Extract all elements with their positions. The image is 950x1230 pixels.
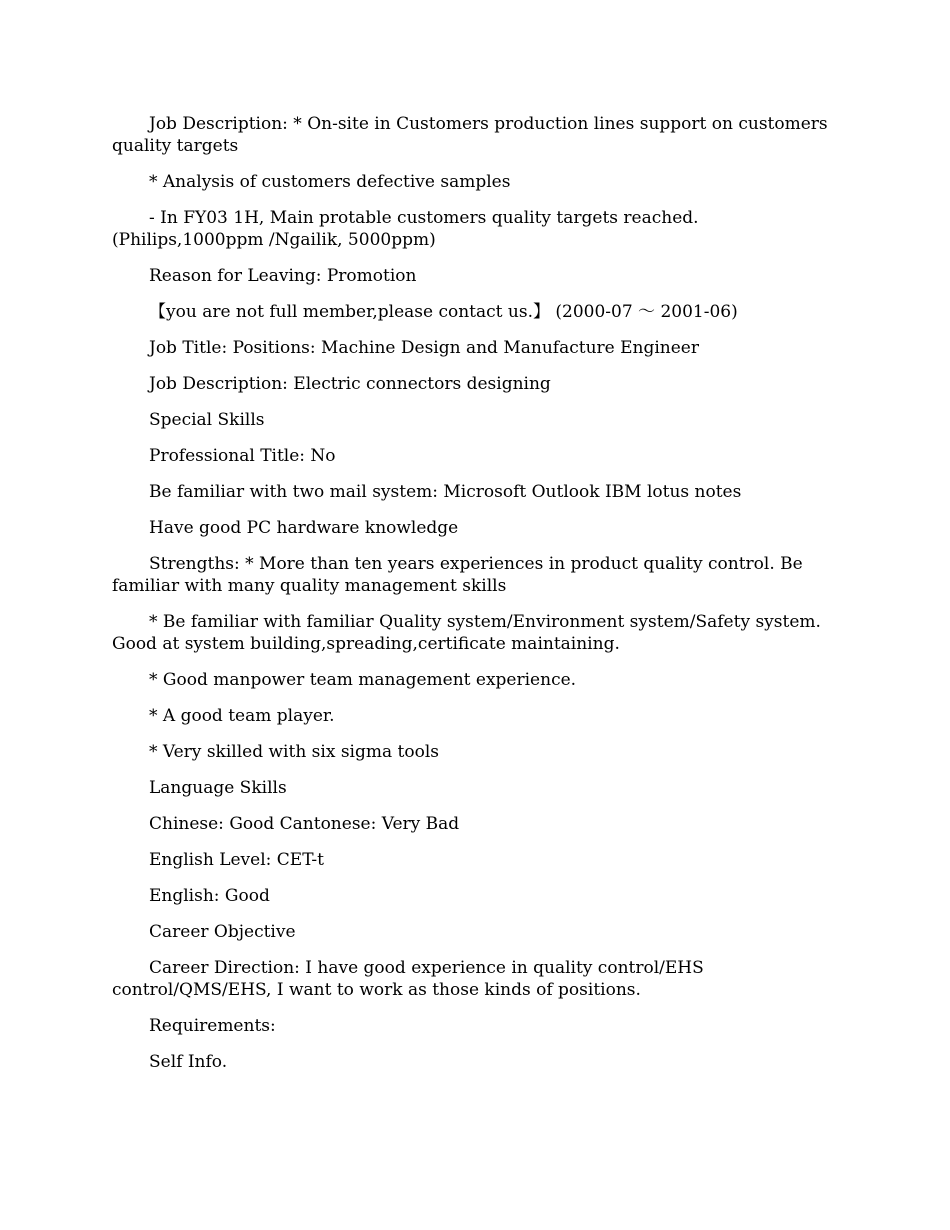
paragraph-job-description-onsite: Job Description: * On-site in Customers production lines support on customers quality targets [112, 114, 828, 156]
paragraph-english-level: English Level: CET-t [149, 850, 324, 870]
paragraph-quality-targets: - In FY03 1H, Main protable customers quality targets reached.(Philips,1000ppm /Ngailik, 5000ppm) [112, 208, 699, 250]
paragraph-self-info: Self Info. [149, 1052, 228, 1072]
paragraph-pc-hardware: Have good PC hardware knowledge [149, 518, 459, 538]
paragraph-mail-system: Be familiar with two mail system: Microsoft Outlook IBM lotus notes [149, 482, 742, 502]
paragraph-strengths: Strengths: * More than ten years experiences in product quality control. Be familiar with many quality management skills [112, 554, 803, 596]
paragraph-english: English: Good [149, 886, 270, 906]
paragraph-chinese-cantonese: Chinese: Good Cantonese: Very Bad [149, 814, 460, 834]
paragraph-job-title: Job Title: Positions: Machine Design and Manufacture Engineer [149, 338, 699, 358]
paragraph-six-sigma: * Very skilled with six sigma tools [149, 742, 439, 762]
document-body [112, 113, 834, 1087]
paragraph-member-notice: 【you are not full member,please contact us.】 (2000-07 ～ 2001-06) [149, 302, 738, 322]
paragraph-professional-title: Professional Title: No [149, 446, 336, 466]
paragraph-defective-samples: * Analysis of customers defective samples [149, 172, 511, 192]
paragraph-manpower-management: * Good manpower team management experience. [149, 670, 577, 690]
paragraph-job-description-connectors: Job Description: Electric connectors designing [149, 374, 551, 394]
section-heading-language-skills: Language Skills [149, 778, 287, 798]
paragraph-team-player: * A good team player. [149, 706, 335, 726]
paragraph-quality-systems: * Be familiar with familiar Quality system/Environment system/Safety system. Good at system building,spreading,certificate maintaining. [112, 612, 821, 654]
section-heading-special-skills: Special Skills [149, 410, 265, 430]
paragraph-requirements: Requirements: [149, 1016, 276, 1036]
paragraph-reason-for-leaving: Reason for Leaving: Promotion [149, 266, 417, 286]
section-heading-career-objective: Career Objective [149, 922, 296, 942]
paragraph-career-direction: Career Direction: I have good experience in quality control/EHS control/QMS/EHS, I want to work as those kinds of positions. [112, 958, 704, 1000]
